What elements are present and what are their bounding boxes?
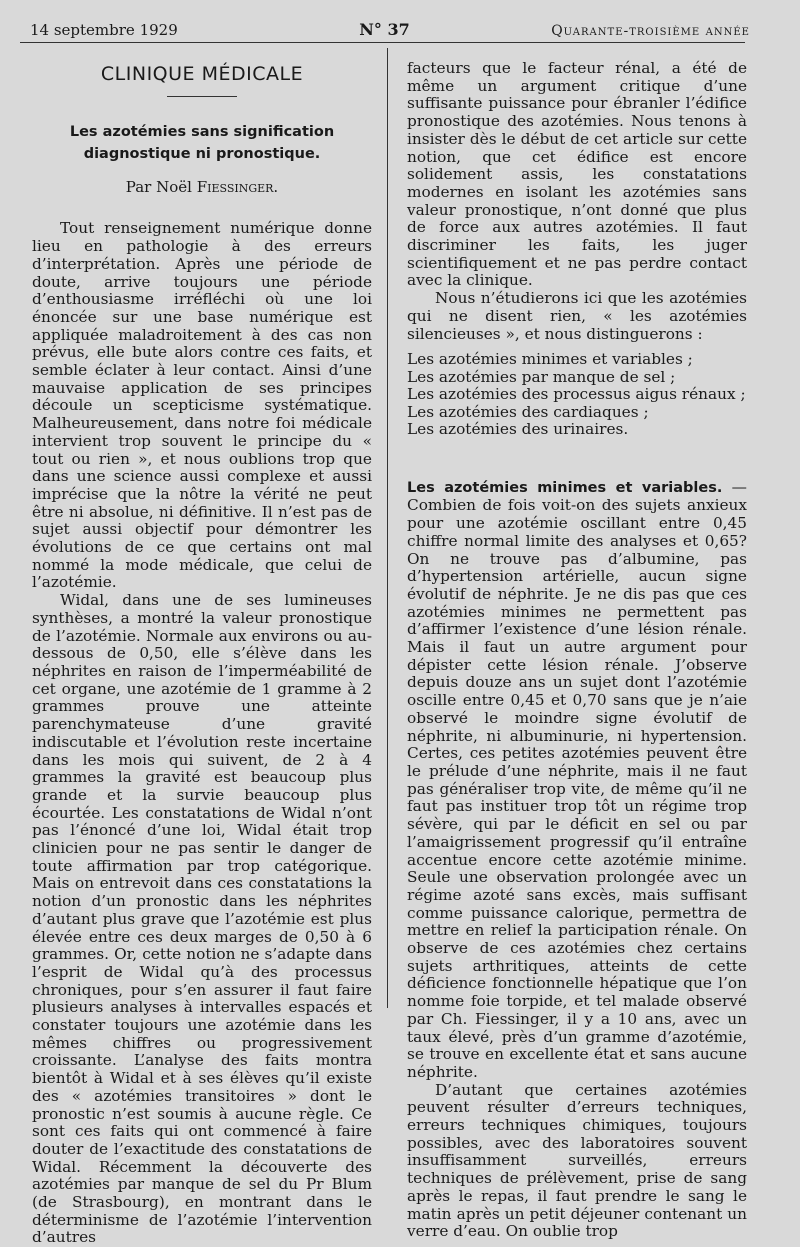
author-name: Fiessinger. (196, 177, 279, 196)
subsection-heading: Les azotémies minimes et variables. (407, 479, 723, 496)
column-rule (387, 48, 388, 1008)
left-column (32, 62, 372, 1247)
list-item: Les azotémies minimes et variables ; (407, 350, 693, 369)
issue-date: 14 septembre 1929 (30, 21, 178, 39)
header-rule (20, 42, 745, 43)
section-title: CLINIQUE MÉDICALE (100, 63, 304, 85)
paragraph (407, 479, 747, 1082)
issue-number: N° 37 (359, 20, 410, 39)
list-item: Les azotémies des urinaires. (407, 420, 629, 439)
list-item: Les azotémies des cardiaques ; (407, 402, 649, 421)
page-header (30, 20, 750, 42)
paragraph: Tout renseignement numérique donne lieu en pathologie à des erreurs d’interprétation. Après une période de doute, arrive toujours une période d’enthousiasme irréfléchi où une loi énoncée sur une base numérique est appliquée maladroitement à des cas non prévus, elle bute alors contre ces faits, et semble éclater à leur contact. Ainsi d’une mauvaise application de ses principes découle un scepticisme systématique. Malheureusement, dans notre foi médicale intervient trop souvent le principe du « tout ou rien », et nous oublions trop que dans une science aussi complexe et aussi imprécise que la nôtre la vérité ne peut être ni absolue, ni définitive. Il n’est pas de sujet aussi objectif pour démontrer les évolutions de ce que certains ont mal nommé la mode médicale, que celui de l’azotémie. (32, 219, 372, 592)
subsection-text: — Combien de fois voit-on des sujets anxieux pour une azotémie oscillant entre 0,45 chiffre normal limite des analyses et 0,65? On ne trouve pas d’albumine, pas d’hypertension artérielle, aucun signe évolutif de néphrite. Je ne dis pas que ces azotémies minimes ne permettent pas d’affirmer l’existence d’une lésion rénale. Mais il faut un autre argument pour dépister cette lésion rénale. J’observe depuis douze ans un sujet dont l’azotémie oscille entre 0,45 et 0,70 sans que je n’aie observé le moindre signe évolutif de néphrite, ni albuminurie, ni hypertension. Certes, ces petites azotémies peuvent être le prélude d’une néphrite, mais il ne faut pas généraliser trop vite, de même qu’il ne faut pas instituer trop tôt un régime trop sévère, qui par le déficit en sel ou par l’amaigrissement progressif qu’il entraîne accentue encore cette azotémie minime. Seule une observation prolongée avec un régime azoté sans excès, mais suffisant comme puissance calorique, permettra de mettre en relief la participation rénale. On observe de ces azotémies chez certains sujets arthritiques, atteints de cette déficience fonctionnelle hépatique que l’on nomme foie torpide, et tel malade observé par Ch. Fiessinger, il y a 10 ans, avec un taux élevé, près d’un gramme d’azotémie, se trouve en excellente état et sans aucune néphrite. (407, 477, 747, 1081)
spacer (407, 461, 747, 479)
right-column (407, 60, 747, 1241)
paragraph: D’autant que certaines azotémies peuvent résulter d’erreurs techniques, erreurs techniques chimiques, toujours possibles, avec des laboratoires souvent insuffisamment surveillés, erreurs techniques de prélèvement, prise de sang après le repas, il faut prendre le sang le matin après un petit déjeuner contenant un verre d’eau. On oublie trop (407, 1080, 747, 1241)
article-title: Les azotémies sans signification diagnostique ni pronostique. (69, 123, 335, 162)
list-item: Les azotémies des processus aigus rénaux ; (407, 385, 746, 404)
byline-prefix: Par Noël (125, 177, 197, 196)
paragraph: Nous n’étudierons ici que les azotémies qui ne disent rien, « les azotémies silencieuses », et nous distinguerons : (407, 289, 747, 343)
edition-year: Quarante-troisième année (551, 23, 750, 39)
title-rule (167, 96, 237, 97)
paragraph-continued: facteurs que le facteur rénal, a été de même un argument critique d’une suffisante puissance pour ébranler l’édifice pronostique des azotémies. Nous tenons à insister dès le début de cet article sur cette notion, que cet édifice est encore solidement assis, les constatations modernes en isolant les azotémies sans valeur pronostique, n’ont donné que plus de force aux autres azotémies. Il faut discriminer les faits, les juger scientifiquement et ne pas perdre contact avec la clinique. (407, 59, 747, 290)
list-item: Les azotémies par manque de sel ; (407, 367, 676, 386)
azotemia-list (407, 351, 747, 439)
paragraph: Widal, dans une de ses lumineuses synthèses, a montré la valeur pronostique de l’azotémie. Normale aux environs ou au-dessous de 0,50, elle s’élève dans les néphrites en raison de l’imperméabilité de cet organe, une azotémie de 1 gramme à 2 grammes prouve une atteinte parenchymateuse d’une gravité indiscutable et l’évolution reste incertaine dans les mois qui suivent, de 2 à 4 grammes la gravité est beaucoup plus grande et la survie beaucoup plus écourtée. Les constatations de Widal n’ont pas l’énoncé d’une loi, Widal était trop clinicien pour ne pas sentir le danger de toute affirmation par trop catégorique. Mais on entrevoit dans ces constatations la notion d’un pronostic dans les néphrites d’autant plus grave que l’azotémie est plus élevée entre ces deux marges de 0,50 à 6 grammes. Or, cette notion ne s’adapte dans l’esprit de Widal qu’à des processus chroniques, pour s’en assurer il faut faire plusieurs analyses à intervalles espacés et constater toujours une azotémie dans les mêmes chiffres ou progressivement croissante. L’analyse des faits montra bientôt à Widal et à ses élèves qu’il existe des « azotémies transitoires » dont le pronostic n’est soumis à aucune règle. Ce sont ces faits qui ont commencé à faire douter de l’exactitude des constatations de Widal. Récemment la découverte des azotémies par manque de sel du Pr Blum (de Strasbourg), en montrant dans le déterminisme de l’azotémie l’intervention d’autres (32, 591, 372, 1247)
byline (32, 179, 372, 197)
